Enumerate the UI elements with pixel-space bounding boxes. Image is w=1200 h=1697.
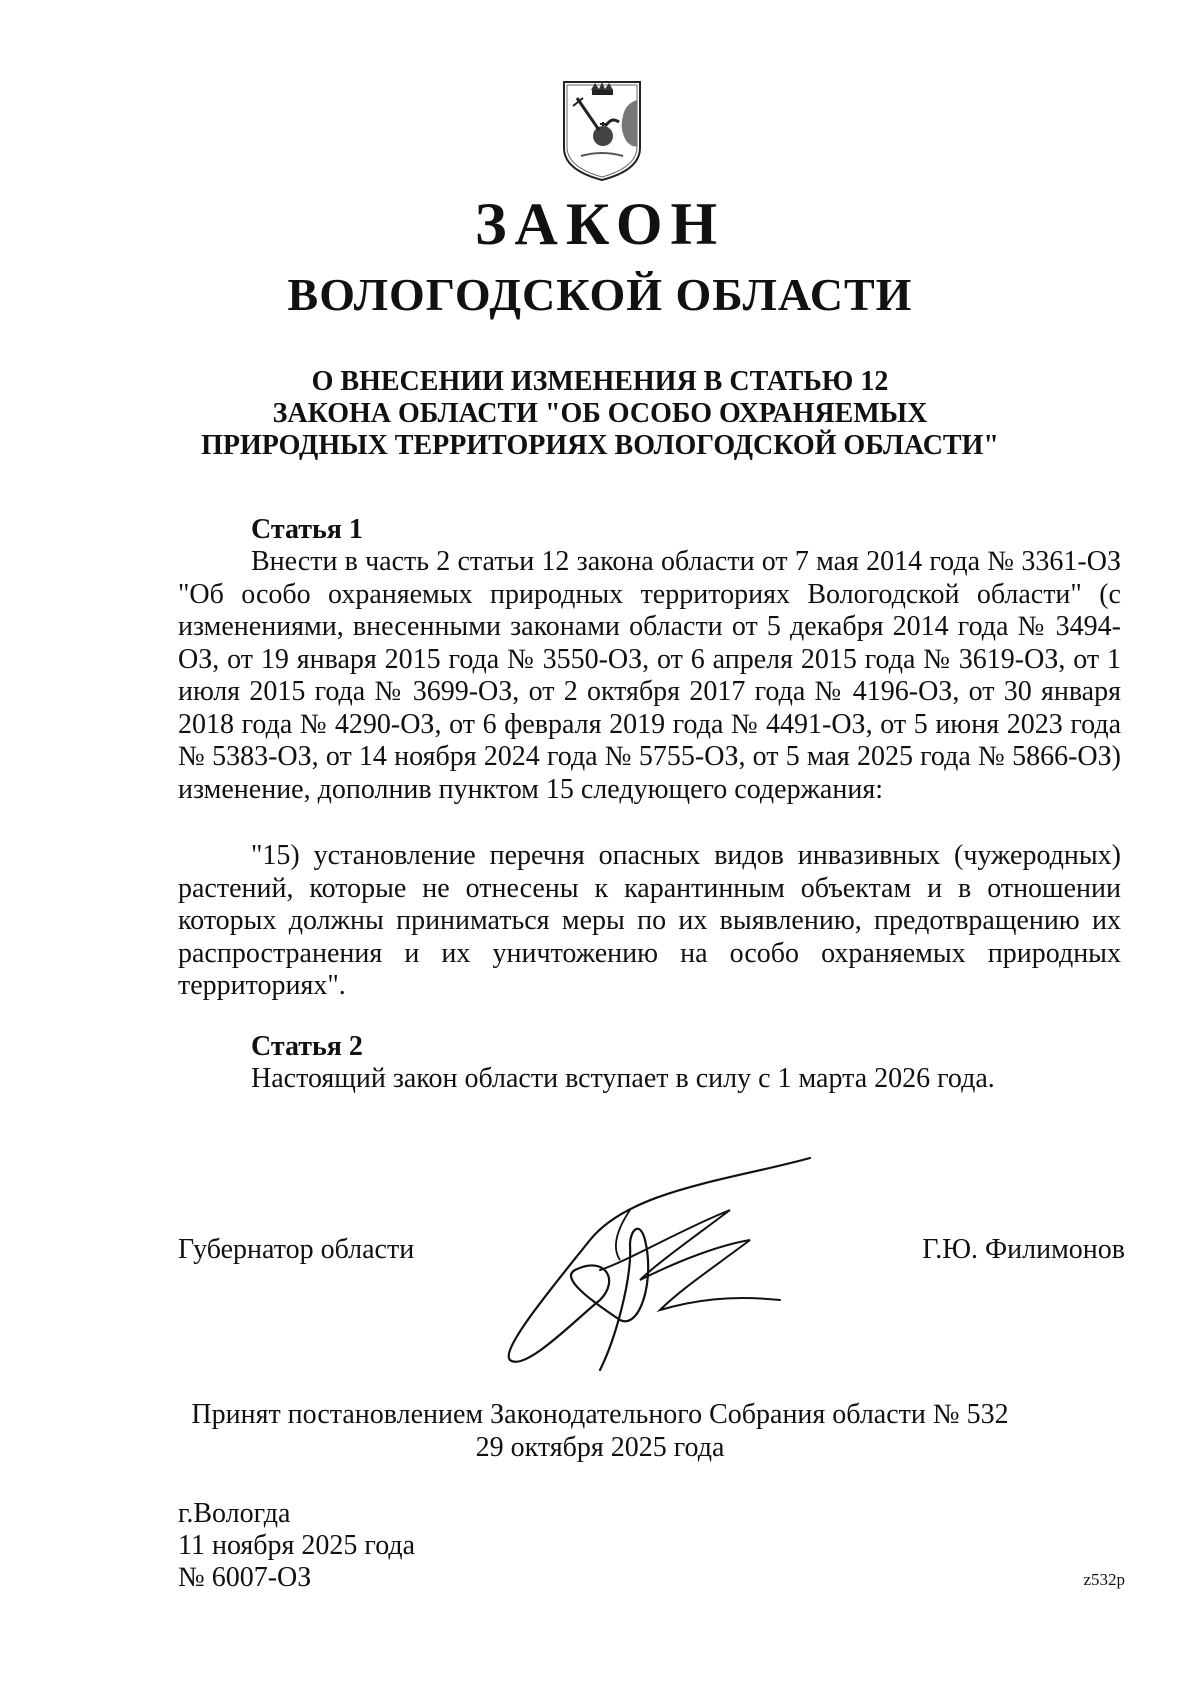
adoption-line-1: Принят постановлением Законодательного Собрания области № 532 [191,1399,1009,1430]
city-label: г.Вологда [178,1498,291,1529]
adoption-line-2: 29 октября 2025 года [475,1432,725,1463]
article-1-heading: Статья 1 [251,514,363,545]
law-subtitle [0,366,1200,462]
article-2-text: Настоящий закон области вступает в силу с 1 марта 2026 года. [251,1063,995,1094]
governor-position: Губернатор области [178,1234,415,1265]
law-title: ЗАКОН [474,191,726,257]
signing-date: 11 ноября 2025 года [178,1530,416,1561]
governor-name: Г.Ю. Филимонов [922,1234,1125,1265]
document-code: z532p [1083,1570,1125,1589]
handwritten-signature [480,1150,820,1380]
region-title: ВОЛОГОДСКОЙ ОБЛАСТИ [287,269,913,320]
subtitle-line: ЗАКОНА ОБЛАСТИ "ОБ ОСОБО ОХРАНЯЕМЫХ [272,398,928,429]
subtitle-line: О ВНЕСЕНИИ ИЗМЕНЕНИЯ В СТАТЬЮ 12 [311,366,889,397]
article-2-heading: Статья 2 [251,1031,363,1062]
law-number: № 6007-ОЗ [178,1562,312,1593]
article-1-quote: "15) установление перечня опасных видов инвазивных (чужеродных) растений, которые не отнесены к карантинным объектам и в отношении которых должны приниматься меры по их выявлению, предотвращению их распространения и их уничтожению на особо охраняемых природных территориях". [178,840,1121,1001]
article-1-paragraph: Внести в часть 2 статьи 12 закона области от 7 мая 2014 года № 3361-ОЗ "Об особо охраняемых природных территориях Вологодской области" (с изменениями, внесенными законами области от 5 декабря 2014 года № 3494-ОЗ, от 19 января 2015 года № 3550-ОЗ, от 6 апреля 2015 года № 3619-ОЗ, от 1 июля 2015 года № 3699-ОЗ, от 2 октября 2017 года № 4196-ОЗ, от 30 января 2018 года № 4290-ОЗ, от 6 февраля 2019 года № 4491-ОЗ, от 5 июня 2023 года № 5383-ОЗ, от 14 ноября 2024 года № 5755-ОЗ, от 5 мая 2025 года № 5866-ОЗ) изменение, дополнив пунктом 15 следующего содержания: [178,546,1121,805]
subtitle-line: ПРИРОДНЫХ ТЕРРИТОРИЯХ ВОЛОГОДСКОЙ ОБЛАСТИ" [201,430,999,461]
coat-of-arms-emblem [561,78,643,182]
